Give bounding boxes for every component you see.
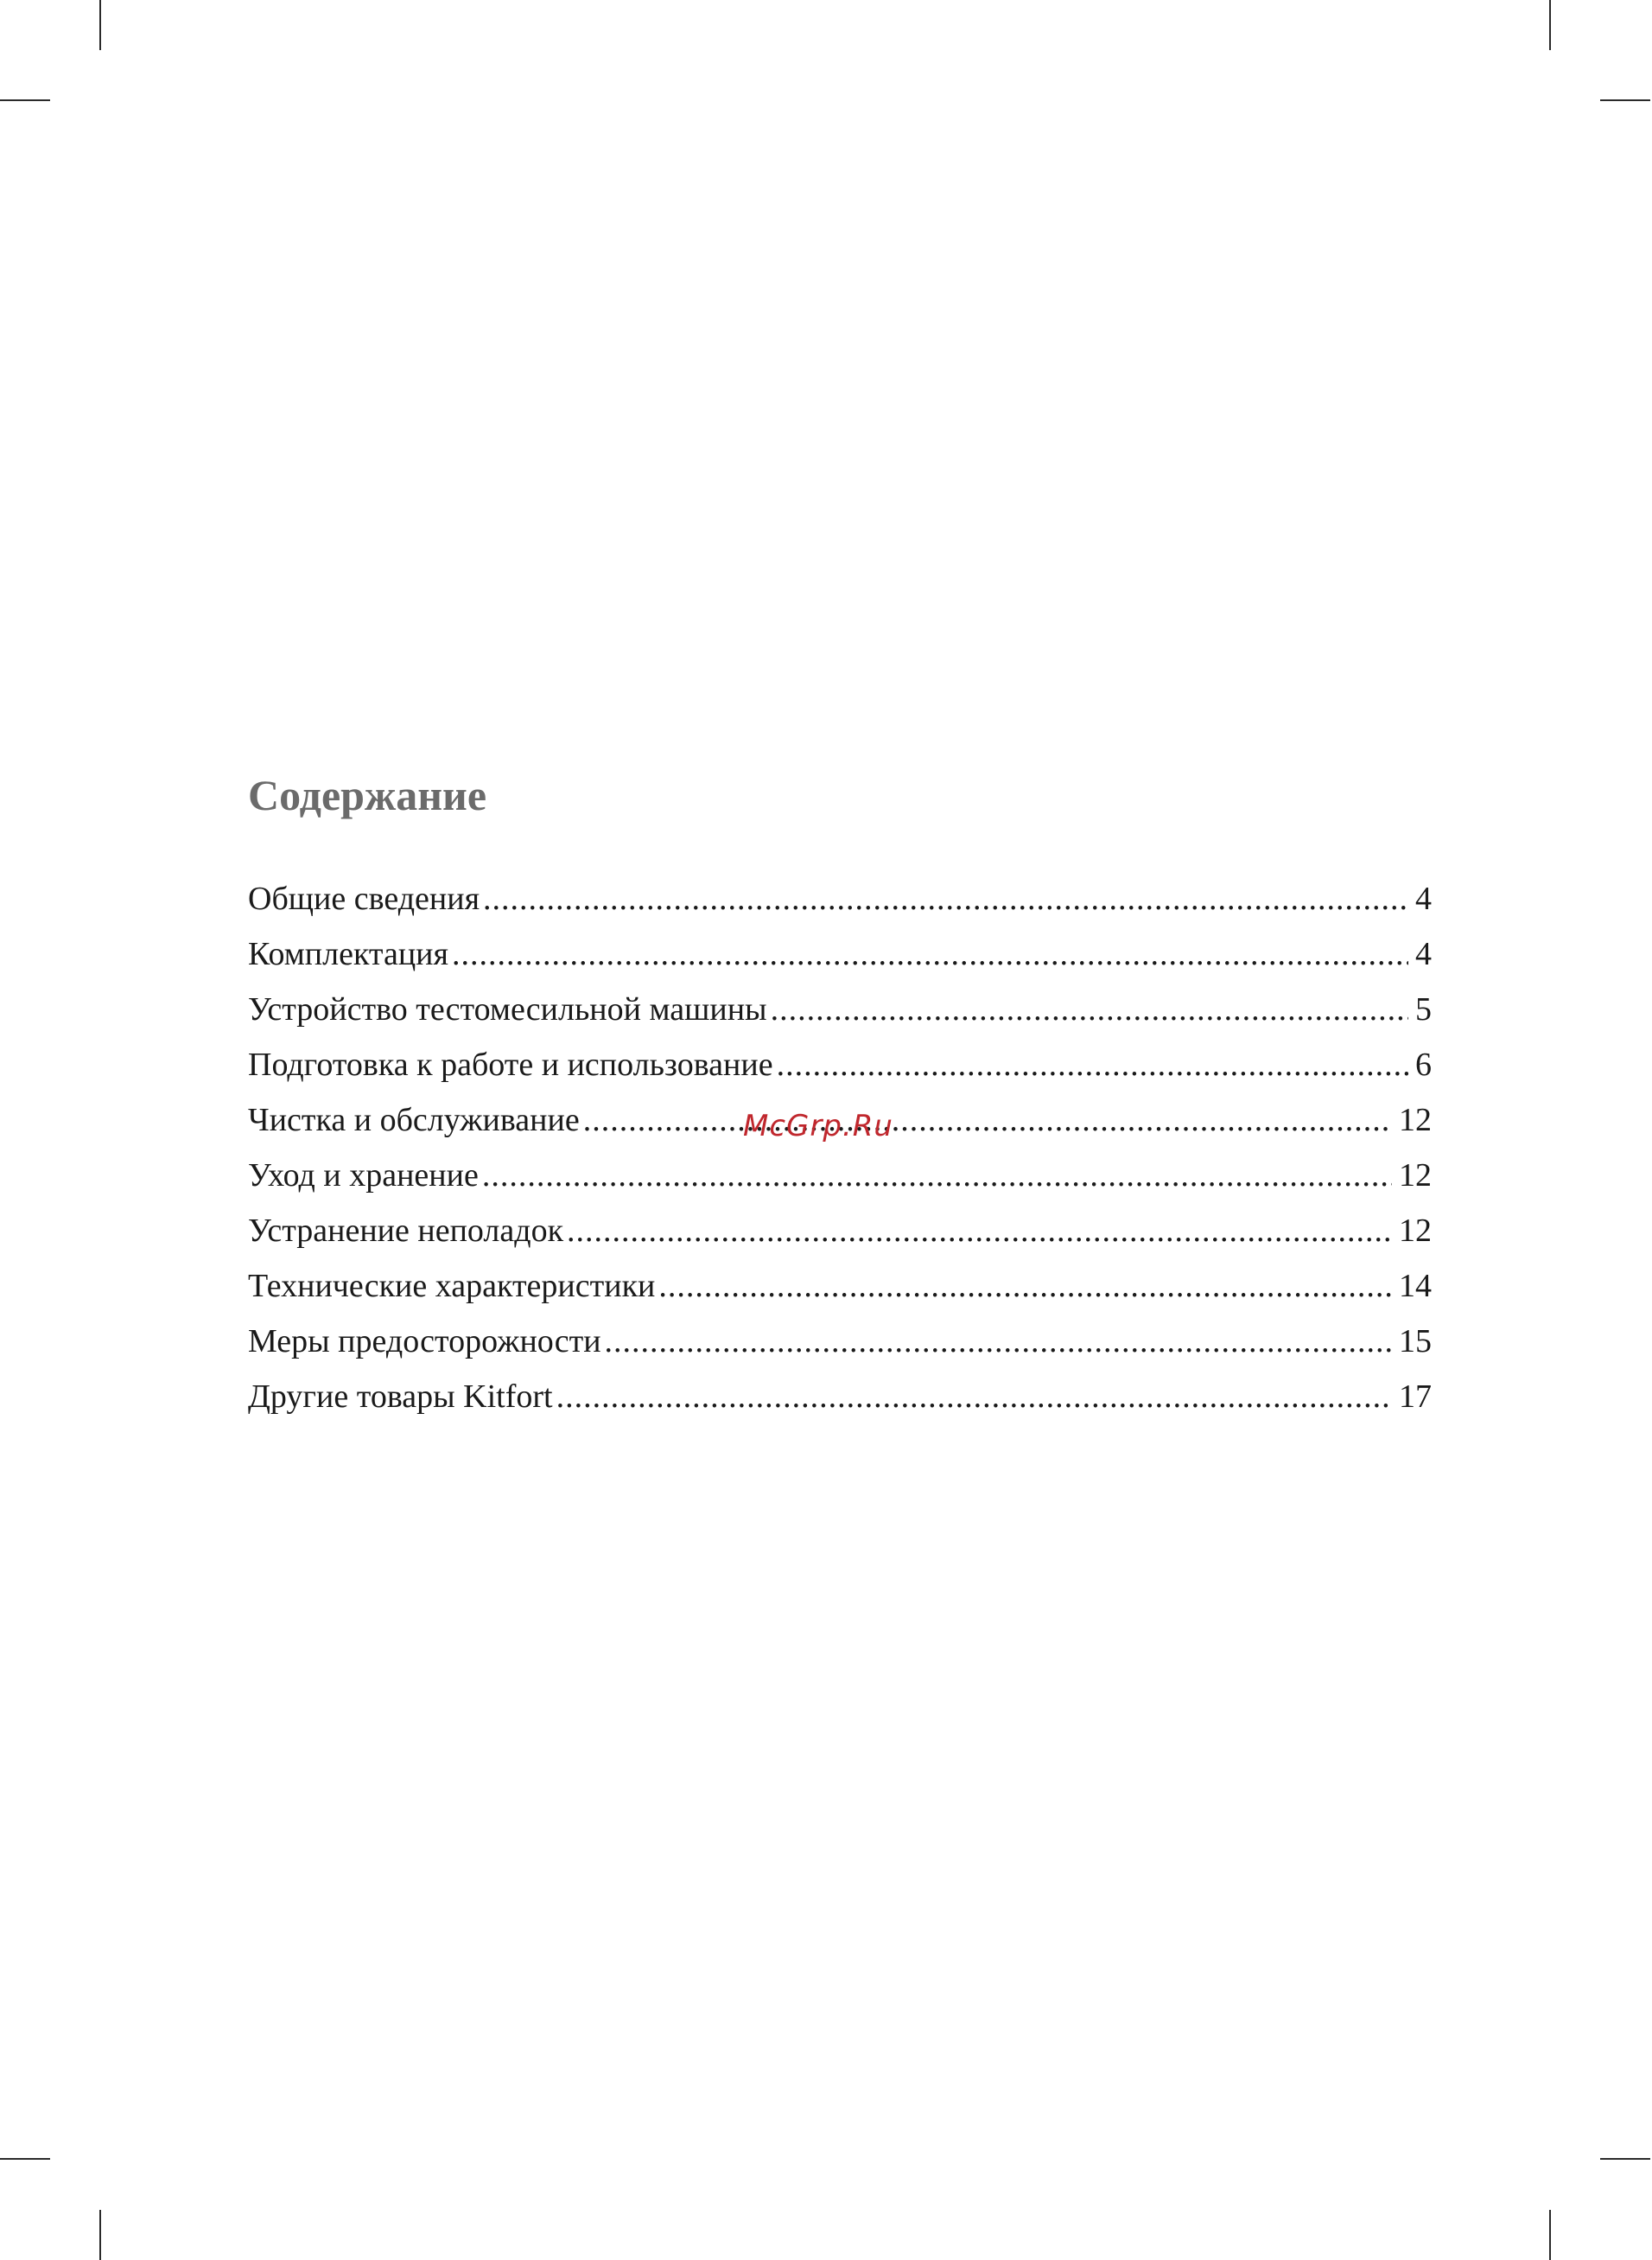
toc-entry-page: 15: [1399, 1323, 1432, 1359]
crop-mark-top-right-v: [1549, 0, 1551, 50]
toc-entry-page: 12: [1399, 1102, 1432, 1138]
watermark: McGrp.Ru: [743, 1109, 893, 1143]
toc-entry-label: Меры предосторожности: [248, 1323, 601, 1359]
toc-entry-page: 12: [1399, 1213, 1432, 1249]
toc-entry-page: 6: [1415, 1047, 1432, 1083]
toc-entry[interactable]: [248, 990, 1432, 1046]
toc-leader-dots: [452, 935, 1408, 973]
toc-entry-label: Устранение неполадок: [248, 1213, 564, 1249]
toc-entry[interactable]: [248, 880, 1432, 935]
crop-mark-bottom-right-h: [1600, 2158, 1650, 2160]
toc-entry-page: 4: [1415, 881, 1432, 917]
table-of-contents: [248, 769, 1432, 1433]
toc-leader-dots: [583, 1101, 1392, 1139]
toc-entry[interactable]: [248, 1212, 1432, 1267]
crop-mark-bottom-left-v: [99, 2210, 101, 2260]
toc-entry[interactable]: [248, 1046, 1432, 1101]
toc-entry[interactable]: [248, 1378, 1432, 1433]
toc-leader-dots: [556, 1378, 1392, 1416]
toc-leader-dots: [771, 990, 1408, 1028]
toc-entry-label: Комплектация: [248, 936, 448, 972]
crop-mark-bottom-right-v: [1549, 2210, 1551, 2260]
toc-entry-label: Подготовка к работе и использование: [248, 1047, 773, 1083]
toc-entry-page: 5: [1415, 991, 1432, 1028]
toc-entry-page: 4: [1415, 936, 1432, 972]
toc-entry-page: 12: [1399, 1157, 1432, 1194]
toc-entry-page: 17: [1399, 1378, 1432, 1415]
toc-entry-label: Технические характеристики: [248, 1268, 656, 1304]
crop-mark-top-left-v: [99, 0, 101, 50]
page-title: Содержание: [248, 771, 487, 819]
crop-mark-top-left-h: [0, 99, 50, 101]
toc-entry[interactable]: [248, 1156, 1432, 1212]
toc-list: [248, 880, 1432, 1433]
crop-mark-bottom-left-h: [0, 2158, 50, 2160]
toc-entry[interactable]: [248, 1267, 1432, 1322]
toc-entry[interactable]: [248, 1322, 1432, 1378]
toc-leader-dots: [482, 1156, 1392, 1194]
toc-leader-dots: [777, 1046, 1408, 1084]
toc-entry[interactable]: [248, 935, 1432, 990]
toc-entry-label: Чистка и обслуживание: [248, 1102, 580, 1138]
toc-leader-dots: [658, 1267, 1392, 1305]
toc-entry-label: Устройство тестомесильной машины: [248, 991, 767, 1028]
toc-leader-dots: [483, 880, 1408, 918]
toc-leader-dots: [605, 1322, 1392, 1360]
toc-entry-page: 14: [1399, 1268, 1432, 1304]
toc-leader-dots: [567, 1212, 1392, 1250]
toc-entry-label: Уход и хранение: [248, 1157, 479, 1194]
crop-mark-top-right-h: [1600, 99, 1650, 101]
toc-entry-label: Общие сведения: [248, 881, 480, 917]
toc-entry-label: Другие товары Kitfort: [248, 1378, 553, 1415]
